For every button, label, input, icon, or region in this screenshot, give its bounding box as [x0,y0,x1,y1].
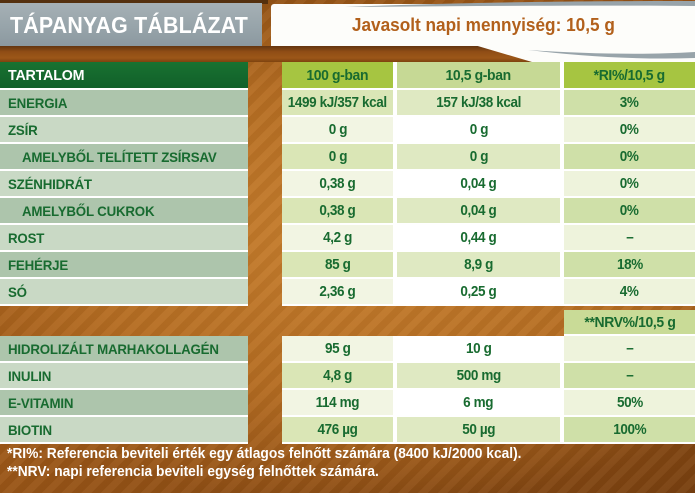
nutrient-label: AMELYBŐL CUKROK [0,198,248,225]
nutrient-label: ROST [0,225,248,252]
value-per-portion: 10 g [397,336,560,363]
column-gap [248,171,282,198]
nutrient-label: ZSÍR [0,117,248,144]
gray-ribbon-top [345,0,695,8]
value-per-portion: 0,44 g [397,225,560,252]
value-ri-percent: 0% [564,171,695,198]
column-gap [248,198,282,225]
value-per-100g: 0,38 g [282,171,393,198]
value-per-portion: 0,04 g [397,171,560,198]
value-ri-percent: 0% [564,117,695,144]
nutrient-label: SZÉNHIDRÁT [0,171,248,198]
value-per-100g: 476 µg [282,417,393,444]
value-per-100g: 0,38 g [282,198,393,225]
empty-cell [282,310,393,336]
empty-cell [0,310,248,336]
column-gap [248,363,282,390]
page-title: TÁPANYAG TÁBLÁZAT [10,11,249,38]
footnotes [7,445,549,481]
nutrient-label: AMELYBŐL TELÍTETT ZSÍRSAV [0,144,248,171]
value-per-portion: 8,9 g [397,252,560,279]
value-per-100g: 85 g [282,252,393,279]
column-gap [248,117,282,144]
value-per-100g: 95 g [282,336,393,363]
value-per-portion: 6 mg [397,390,560,417]
value-per-portion: 0,25 g [397,279,560,306]
value-per-portion: 500 mg [397,363,560,390]
value-per-100g: 2,36 g [282,279,393,306]
column-gap [248,90,282,117]
value-nrv-percent: – [564,336,695,363]
column-gap [248,225,282,252]
value-ri-percent: 3% [564,90,695,117]
value-per-100g: 0 g [282,144,393,171]
column-gap [248,279,282,306]
nutrient-label: FEHÉRJE [0,252,248,279]
value-nrv-percent: 50% [564,390,695,417]
nutrition-table [0,62,695,306]
value-per-portion: 50 µg [397,417,560,444]
daily-amount-text: Javasolt napi mennyiség: 10,5 g [351,14,615,35]
column-header-ri: *RI%/10,5 g [564,62,695,90]
value-per-portion: 0 g [397,144,560,171]
value-ri-percent: 4% [564,279,695,306]
column-gap [248,62,282,90]
footnote-ri: *RI%: Referencia beviteli érték egy átlagos felnőtt számára (8400 kJ/2000 kcal). [7,446,522,462]
column-header-content: TARTALOM [0,62,248,90]
gray-ribbon-bottom [528,45,695,60]
active-label: INULIN [0,363,248,390]
value-per-portion: 0,04 g [397,198,560,225]
empty-cell [397,310,560,336]
column-header-nrv: **NRV%/10,5 g [564,310,695,336]
value-ri-percent: – [564,225,695,252]
value-per-100g: 114 mg [282,390,393,417]
nutrient-label: ENERGIA [0,90,248,117]
empty-cell [248,310,282,336]
value-per-portion: 157 kJ/38 kcal [397,90,560,117]
value-per-100g: 4,2 g [282,225,393,252]
value-per-100g: 0 g [282,117,393,144]
column-gap [248,252,282,279]
title-banner [0,3,262,47]
column-gap [248,390,282,417]
column-gap [248,417,282,444]
column-gap [248,336,282,363]
column-gap [248,144,282,171]
value-nrv-percent: – [564,363,695,390]
actives-table [0,310,695,444]
value-ri-percent: 0% [564,198,695,225]
nutrient-label: SÓ [0,279,248,306]
column-header-per-portion: 10,5 g-ban [397,62,560,90]
value-per-portion: 0 g [397,117,560,144]
value-nrv-percent: 100% [564,417,695,444]
active-label: BIOTIN [0,417,248,444]
active-label: HIDROLIZÁLT MARHAKOLLAGÉN [0,336,248,363]
value-ri-percent: 0% [564,144,695,171]
active-label: E-VITAMIN [0,390,248,417]
brown-divider-band [0,46,532,62]
value-per-100g: 1499 kJ/357 kcal [282,90,393,117]
column-header-per-100g: 100 g-ban [282,62,393,90]
value-per-100g: 4,8 g [282,363,393,390]
footnote-nrv: **NRV: napi referencia beviteli egység felnőttek számára. [7,464,379,480]
value-ri-percent: 18% [564,252,695,279]
